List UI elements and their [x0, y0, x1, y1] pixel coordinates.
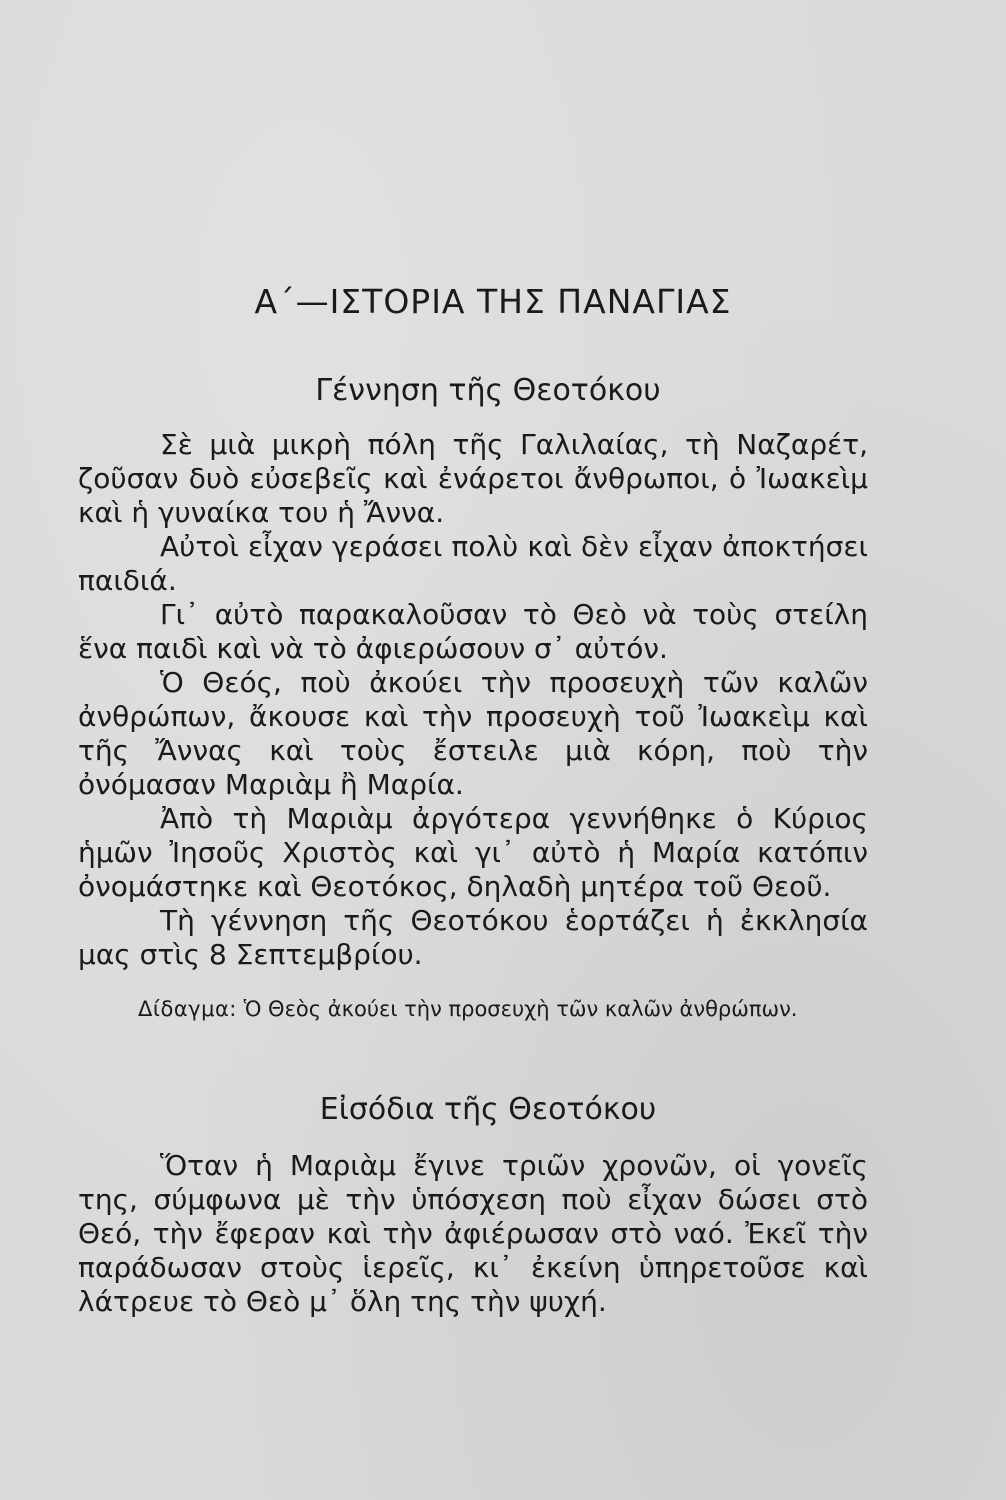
paragraph: Ὁ Θεός, ποὺ ἀκούει τὴν προσευχὴ τῶν καλῶν ἀνθρώπων, ἄκουσε καὶ τὴν προσευχὴ τοῦ Ἰωακεὶμ καὶ τῆς Ἄννας καὶ τοὺς ἔστειλε μιὰ κόρη, ποὺ τὴν ὀνόμασαν Μαριὰμ ἢ Μαρία. — [78, 666, 868, 801]
paragraph: Ὅταν ἡ Μαριὰμ ἔγινε τριῶν χρονῶν, οἱ γονεῖς της, σύμφωνα μὲ τὴν ὑπόσχεση ποὺ εἶχαν δώσει στὸ Θεό, τὴν ἔφεραν καὶ τὴν ἀφιέρωσαν στὸ ναό. Ἐκεῖ τὴν παράδωσαν στοὺς ἱερεῖς, κι᾽ ἐκείνη ὑπηρετοῦσε καὶ λάτρευε τὸ Θεὸ μ᾽ ὅλη της τὴν ψυχή. — [78, 1149, 868, 1318]
paragraph: Γι᾽ αὐτὸ παρακαλοῦσαν τὸ Θεὸ νὰ τοὺς στείλη ἕνα παιδὶ καὶ νὰ τὸ ἀφιερώσουν σ᾽ αὐτόν. — [78, 598, 868, 665]
paragraph: Σὲ μιὰ μικρὴ πόλη τῆς Γαλιλαίας, τὴ Ναζαρέτ, ζοῦσαν δυὸ εὐσεβεῖς καὶ ἐνάρετοι ἄνθρωποι, ὁ Ἰωακεὶμ καὶ ἡ γυναίκα του ἡ Ἄννα. — [78, 428, 868, 529]
page-content — [78, 282, 868, 1319]
section-title-presentation: Εἰσόδια τῆς Θεοτόκου — [319, 1092, 657, 1127]
lesson-note — [78, 994, 868, 1024]
paragraph: Ἀπὸ τὴ Μαριὰμ ἀργότερα γεννήθηκε ὁ Κύριος ἡμῶν Ἰησοῦς Χριστὸς καὶ γι᾽ αὐτὸ ἡ Μαρία κατόπιν ὀνομάστηκε καὶ Θεοτόκος, δηλαδὴ μητέρα τοῦ Θεοῦ. — [78, 802, 868, 903]
chapter-title: Α΄—ΙΣΤΟΡΙΑ ΤΗΣ ΠΑΝΑΓΙΑΣ — [254, 282, 732, 321]
lesson-label: Δίδαγμα: — [138, 997, 237, 1021]
lesson-text: Ὁ Θεὸς ἀκούει τὴν προσευχὴ τῶν καλῶν ἀνθρώπων. — [243, 997, 798, 1021]
section-title-birth: Γέννηση τῆς Θεοτόκου — [315, 373, 661, 408]
paragraph: Αὐτοὶ εἶχαν γεράσει πολὺ καὶ δὲν εἶχαν ἀποκτήσει παιδιά. — [78, 530, 868, 597]
paragraph: Τὴ γέννηση τῆς Θεοτόκου ἑορτάζει ἡ ἐκκλησία μας στὶς 8 Σεπτεμβρίου. — [78, 904, 868, 971]
